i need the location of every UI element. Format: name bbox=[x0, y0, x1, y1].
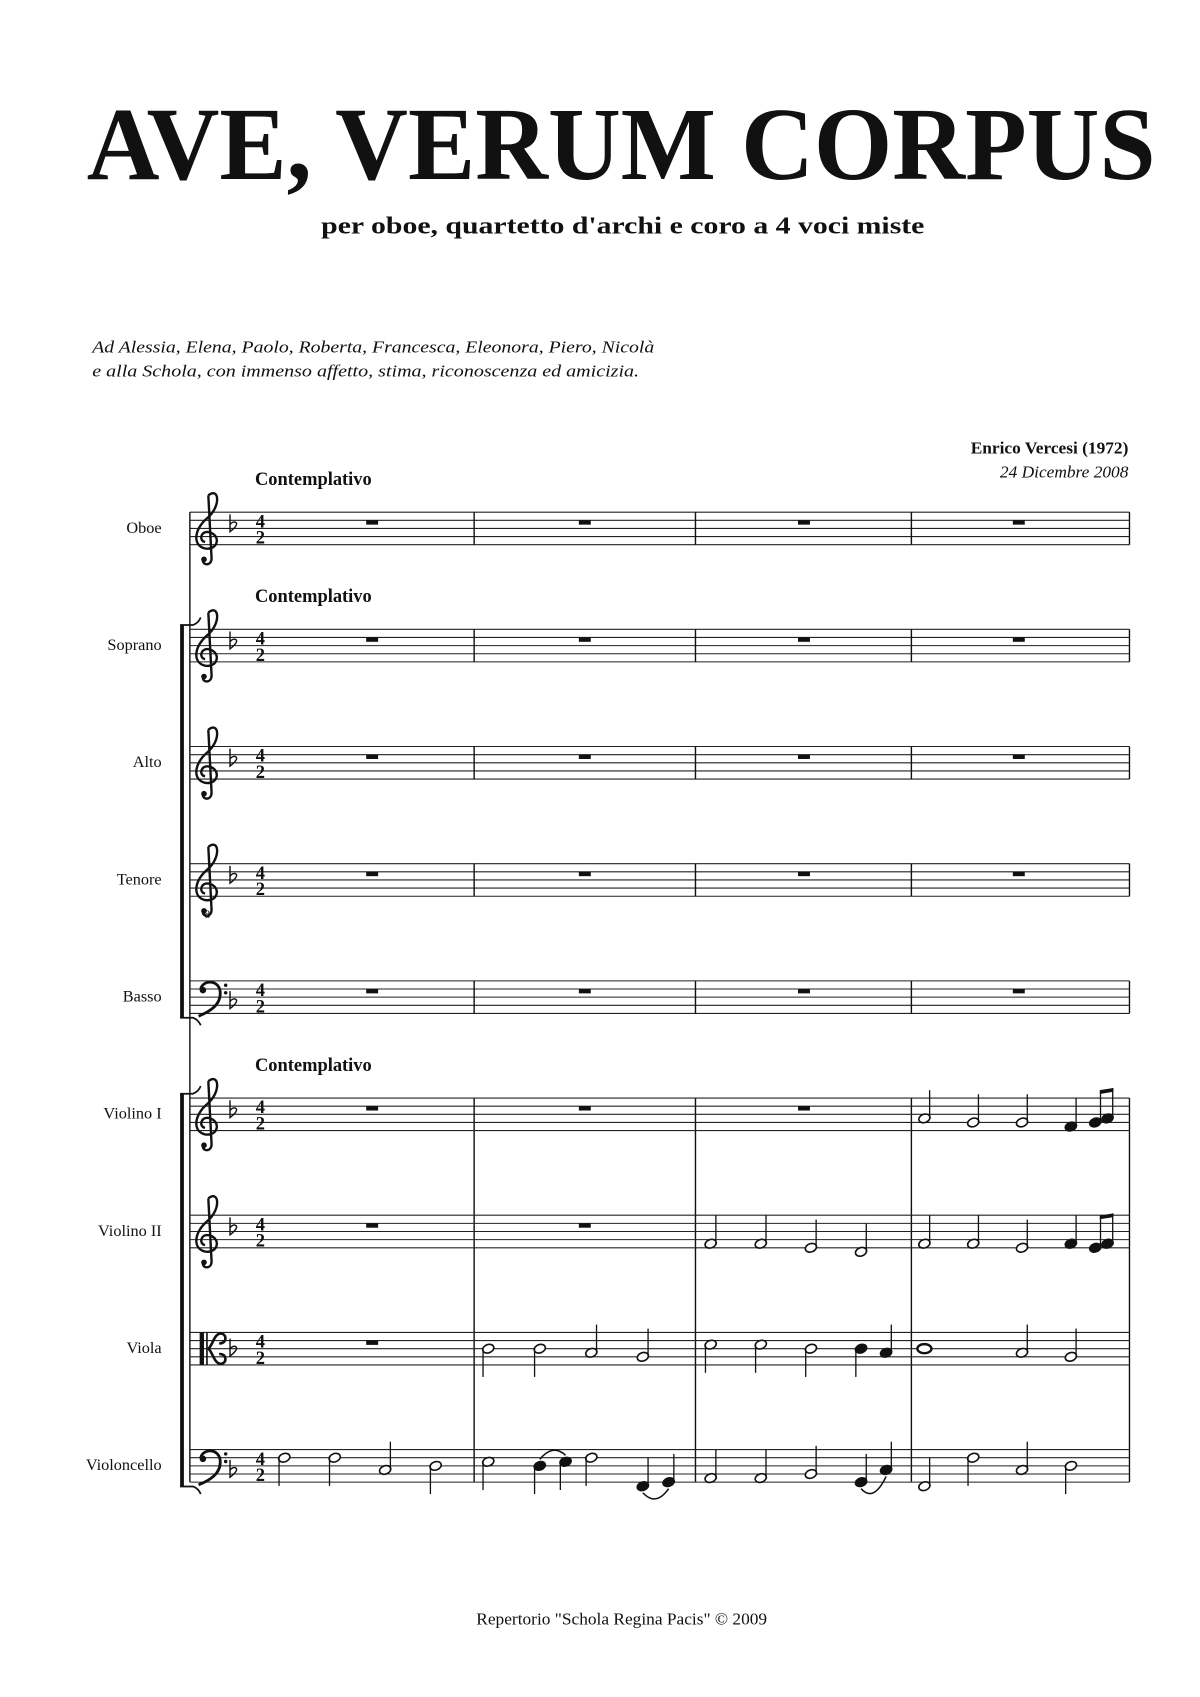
bass-clef-dot bbox=[224, 991, 227, 994]
note-quarter bbox=[636, 1458, 650, 1492]
measure-4 bbox=[1013, 755, 1025, 759]
note-half bbox=[1015, 1442, 1029, 1476]
note-eighth bbox=[1101, 1090, 1115, 1124]
flat-key-signature-icon bbox=[230, 991, 237, 1008]
whole-rest bbox=[798, 872, 810, 876]
note-quarter bbox=[1064, 1215, 1078, 1249]
note-half bbox=[328, 1452, 342, 1486]
bass-clef-blob bbox=[200, 987, 207, 994]
whole-rest bbox=[798, 989, 810, 993]
flat-key-signature-icon bbox=[230, 1100, 237, 1117]
treble-clef-dot bbox=[201, 791, 207, 797]
note-half bbox=[966, 1094, 980, 1128]
whole-rest bbox=[579, 520, 591, 524]
note-eighth bbox=[1088, 1094, 1102, 1128]
whole-rest bbox=[366, 755, 378, 759]
staff-violino-ii bbox=[98, 1196, 1129, 1267]
time-signature-denominator: 2 bbox=[255, 761, 266, 782]
time-signature-numerator: 4 bbox=[255, 1214, 266, 1235]
note-quarter bbox=[1064, 1098, 1078, 1132]
time-signature-numerator: 4 bbox=[255, 1331, 266, 1352]
page-title: AVE, VERUM CORPUS bbox=[86, 86, 1156, 203]
measure-1 bbox=[366, 1341, 378, 1345]
whole-rest bbox=[579, 755, 591, 759]
staff-label: Violoncello bbox=[85, 1456, 162, 1475]
time-signature-numerator: 4 bbox=[255, 628, 266, 649]
composer: Enrico Vercesi (1972) bbox=[970, 438, 1129, 458]
measure-1 bbox=[366, 637, 378, 641]
measure-2 bbox=[579, 637, 591, 641]
whole-rest bbox=[579, 1106, 591, 1110]
whole-rest bbox=[579, 637, 591, 641]
time-signature-denominator: 2 bbox=[255, 1465, 266, 1486]
measure-1 bbox=[366, 872, 378, 876]
measure-3 bbox=[798, 755, 810, 759]
note-half bbox=[481, 1456, 495, 1490]
measure-2 bbox=[579, 755, 591, 759]
note-half bbox=[804, 1446, 818, 1480]
measure-2 bbox=[579, 1106, 591, 1110]
whole-rest bbox=[1013, 989, 1025, 993]
staff-label: Basso bbox=[122, 987, 162, 1006]
bracket-bar bbox=[180, 625, 184, 1018]
treble-clef-dot bbox=[201, 557, 207, 563]
flat-key-signature-icon bbox=[230, 1339, 237, 1356]
staff-label: Alto bbox=[132, 753, 162, 772]
bracket-bar bbox=[180, 1094, 184, 1487]
whole-rest bbox=[366, 637, 378, 641]
beam bbox=[1100, 1088, 1114, 1094]
note-half bbox=[854, 1224, 868, 1258]
flat-key-signature-icon bbox=[230, 632, 237, 649]
treble-clef-dot bbox=[201, 674, 207, 680]
staff-label: Tenore bbox=[116, 870, 162, 889]
whole-rest bbox=[366, 1223, 378, 1227]
note-half bbox=[804, 1220, 818, 1254]
measure-2 bbox=[579, 520, 591, 524]
whole-rest bbox=[366, 520, 378, 524]
alto-clef-bar bbox=[206, 1332, 208, 1365]
time-signature-numerator: 4 bbox=[255, 511, 266, 532]
clef-octave-mark: 8 bbox=[204, 906, 211, 921]
time-signature-numerator: 4 bbox=[255, 1448, 266, 1469]
note-half bbox=[966, 1215, 980, 1249]
measure-4 bbox=[1013, 520, 1025, 524]
staff-viola bbox=[126, 1325, 1129, 1377]
whole-rest bbox=[798, 520, 810, 524]
flat-key-signature-icon bbox=[230, 1217, 237, 1234]
note-half bbox=[704, 1339, 718, 1373]
note-whole bbox=[917, 1344, 931, 1353]
note-quarter bbox=[533, 1460, 547, 1494]
note-half bbox=[804, 1343, 818, 1377]
measure-4 bbox=[1013, 872, 1025, 876]
whole-rest bbox=[798, 1106, 810, 1110]
staff-oboe bbox=[126, 469, 1129, 564]
measure-1 bbox=[366, 755, 378, 759]
measure-4 bbox=[1013, 637, 1025, 641]
flat-key-signature-icon bbox=[230, 866, 237, 883]
note-half bbox=[704, 1215, 718, 1249]
note-half bbox=[1015, 1094, 1029, 1128]
note-half bbox=[754, 1339, 768, 1373]
note-half bbox=[277, 1452, 291, 1486]
dedication-line-2: e alla Schola, con immenso affetto, stima, riconoscenza ed amicizia. bbox=[92, 361, 640, 381]
note-half bbox=[1064, 1460, 1078, 1494]
note-quarter bbox=[879, 1442, 893, 1476]
note-half bbox=[754, 1450, 768, 1484]
note-half bbox=[918, 1458, 932, 1492]
note-quarter bbox=[854, 1343, 868, 1377]
footer-copyright: Repertorio "Schola Regina Pacis" © 2009 bbox=[476, 1609, 768, 1629]
staff-alto bbox=[133, 728, 1130, 799]
time-signature-numerator: 4 bbox=[255, 745, 266, 766]
note-half bbox=[966, 1452, 980, 1486]
bass-clef-blob bbox=[200, 1456, 207, 1463]
measure-1 bbox=[366, 1106, 378, 1110]
treble-clef-dot bbox=[201, 1260, 207, 1266]
whole-rest bbox=[1013, 872, 1025, 876]
measure-3 bbox=[798, 872, 810, 876]
note-half bbox=[429, 1460, 443, 1494]
time-signature-numerator: 4 bbox=[255, 1097, 266, 1118]
staff-basso bbox=[123, 980, 1130, 1016]
bass-clef-dot bbox=[224, 1452, 227, 1455]
staff-violino-i bbox=[103, 1055, 1129, 1150]
note-quarter bbox=[662, 1454, 676, 1488]
staff-label: Soprano bbox=[107, 635, 162, 654]
beam bbox=[1100, 1213, 1114, 1219]
time-signature-denominator: 2 bbox=[255, 996, 266, 1017]
time-signature-denominator: 2 bbox=[255, 1230, 266, 1251]
whole-rest bbox=[1013, 637, 1025, 641]
whole-rest bbox=[579, 1223, 591, 1227]
composition-date: 24 Dicembre 2008 bbox=[999, 462, 1129, 482]
time-signature-denominator: 2 bbox=[255, 1113, 266, 1134]
note-half bbox=[918, 1090, 932, 1124]
note-half bbox=[378, 1442, 392, 1476]
score-system bbox=[86, 469, 1130, 1499]
staff-label: Oboe bbox=[126, 518, 162, 537]
whole-rest bbox=[579, 872, 591, 876]
staff-label: Violino II bbox=[98, 1221, 162, 1240]
flat-key-signature-icon bbox=[230, 1460, 237, 1477]
staff-soprano bbox=[107, 586, 1129, 681]
note-half bbox=[585, 1325, 599, 1359]
measure-3 bbox=[798, 637, 810, 641]
note-eighth bbox=[1088, 1220, 1102, 1254]
time-signature-numerator: 4 bbox=[255, 980, 266, 1001]
note-quarter bbox=[879, 1325, 893, 1359]
time-signature-denominator: 2 bbox=[255, 879, 266, 900]
tempo-marking: Contemplativo bbox=[254, 1054, 372, 1075]
measure-3 bbox=[798, 989, 810, 993]
measure-1 bbox=[366, 1223, 378, 1227]
treble-clef-dot bbox=[201, 1142, 207, 1148]
note-half bbox=[704, 1450, 718, 1484]
whole-rest bbox=[579, 989, 591, 993]
note-half bbox=[1015, 1220, 1029, 1254]
flat-key-signature-icon bbox=[230, 514, 237, 531]
measure-4 bbox=[1013, 989, 1025, 993]
tempo-marking: Contemplativo bbox=[254, 586, 372, 607]
note-quarter bbox=[854, 1454, 868, 1488]
measure-3 bbox=[704, 1215, 868, 1257]
staff-tenore bbox=[117, 845, 1130, 921]
time-signature-denominator: 2 bbox=[255, 644, 266, 665]
whole-rest bbox=[366, 989, 378, 993]
note-half bbox=[918, 1215, 932, 1249]
staff-violoncello bbox=[86, 1442, 1130, 1499]
measure-4 bbox=[918, 1088, 1115, 1132]
whole-rest bbox=[798, 755, 810, 759]
note-half bbox=[481, 1343, 495, 1377]
whole-rest bbox=[1013, 520, 1025, 524]
subtitle: per oboe, quartetto d'archi e coro a 4 voci miste bbox=[321, 213, 925, 240]
dedication-line-1: Ad Alessia, Elena, Paolo, Roberta, Francesca, Eleonora, Piero, Nicolà bbox=[91, 337, 655, 357]
note-half bbox=[754, 1215, 768, 1249]
note-half bbox=[1015, 1325, 1029, 1359]
flat-key-signature-icon bbox=[230, 749, 237, 766]
note-half bbox=[1064, 1329, 1078, 1363]
note-eighth bbox=[1101, 1215, 1115, 1249]
measure-1 bbox=[366, 989, 378, 993]
bass-clef-dot bbox=[224, 1460, 227, 1463]
note-half bbox=[636, 1329, 650, 1363]
whole-rest bbox=[366, 1106, 378, 1110]
whole-rest bbox=[366, 872, 378, 876]
staff-label: Violino I bbox=[103, 1104, 162, 1123]
bass-clef-dot bbox=[224, 983, 227, 986]
whole-rest bbox=[1013, 755, 1025, 759]
measure-2 bbox=[579, 989, 591, 993]
measure-3 bbox=[798, 1106, 810, 1110]
tempo-marking: Contemplativo bbox=[254, 469, 372, 490]
whole-rest bbox=[366, 1341, 378, 1345]
measure-2 bbox=[579, 1223, 591, 1227]
whole-rest bbox=[798, 637, 810, 641]
note-half bbox=[533, 1343, 547, 1377]
time-signature-denominator: 2 bbox=[255, 1347, 266, 1368]
measure-2 bbox=[579, 872, 591, 876]
bracket-hook-bottom bbox=[180, 1486, 201, 1494]
time-signature-numerator: 4 bbox=[255, 862, 266, 883]
time-signature-denominator: 2 bbox=[255, 527, 266, 548]
measure-3 bbox=[798, 520, 810, 524]
measure-1 bbox=[366, 520, 378, 524]
staff-label: Viola bbox=[126, 1339, 162, 1358]
note-head bbox=[917, 1344, 931, 1353]
alto-clef-icon bbox=[200, 1332, 204, 1365]
note-quarter bbox=[559, 1456, 573, 1490]
slur bbox=[643, 1489, 669, 1499]
note-half bbox=[585, 1452, 599, 1486]
